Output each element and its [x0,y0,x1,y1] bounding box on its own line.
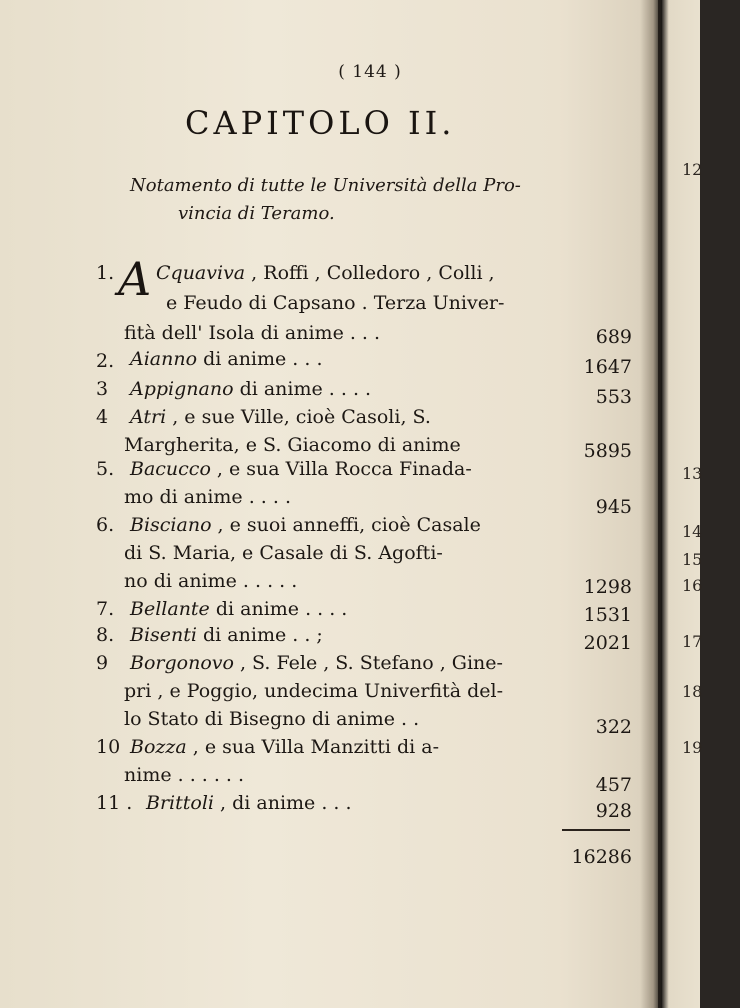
adjacent-page-edge [662,0,703,1008]
population-value: 928 [595,800,632,822]
entry-number: 1. [96,262,115,284]
place-name: Bellante [130,598,210,620]
population-value: 1298 [583,576,632,598]
entry-text: di anime . . . [197,348,323,370]
place-name: Atri [130,406,167,428]
entry-line: nime . . . . . . [124,764,245,786]
population-value: 945 [595,496,632,518]
adjacent-page-number: 13 [682,464,703,483]
population-value: 553 [595,386,632,408]
entry-number: 10 [96,736,121,758]
entry-number: 4 [96,406,109,428]
entry-line [130,624,323,646]
entry-line [146,792,352,814]
adjacent-page-number: 14 [682,522,703,541]
entry-line: di S. Maria, e Casale di S. Agofti- [124,542,443,564]
population-value: 689 [595,326,632,348]
place-name: Cquaviva [156,262,246,284]
entry-text: di anime . . ; [196,624,323,646]
page-number: ( 144 ) [338,62,402,82]
entry-line: lo Stato di Bisegno di anime . . [124,708,420,730]
drop-cap: A [118,252,152,306]
entry-text: , Roffi , Colledoro , Colli , [245,262,495,284]
adjacent-page-number: 18 [682,682,703,701]
entry-number: 5. [96,458,115,480]
entry-number: 3 [96,378,109,400]
entry-number: 11 . [96,792,133,814]
entry-number: 6. [96,514,115,536]
adjacent-page-number: 17 [682,632,703,651]
entry-line [130,514,481,536]
chapter-title: CAPITOLO II. [185,104,456,142]
subtitle-line: Notamento di tutte le Università della Pro- [130,175,521,196]
sum-rule [562,829,630,831]
population-value: 1647 [583,356,632,378]
population-value: 457 [595,774,632,796]
place-name: Bisenti [130,624,197,646]
entry-text: , S. Fele , S. Stefano , Gine- [233,652,503,674]
entry-line [130,652,503,674]
place-name: Bacucco [130,458,211,480]
population-value: 2021 [583,632,632,654]
population-value: 1531 [583,604,632,626]
entry-line: fità dell' Isola di anime . . . [124,322,381,344]
entry-text: di anime . . . . [209,598,348,620]
place-name: Borgonovo [130,652,234,674]
entry-line: Margherita, e S. Giacomo di anime [124,434,461,456]
population-value: 5895 [583,440,632,462]
adjacent-page-number: 15 [682,550,703,569]
entry-text: di anime . . . . [233,378,372,400]
entry-text: , e sue Ville, cioè Casoli, S. [166,406,431,428]
entry-number: 8. [96,624,115,646]
entry-line [130,348,323,370]
entry-line: no di anime . . . . . [124,570,298,592]
entry-line [130,598,347,620]
entry-line: e Feudo di Capsano . Terza Univer- [166,292,505,314]
entry-number: 2. [96,350,115,372]
subtitle-line: vincia di Teramo. [178,203,335,224]
entry-line [130,736,439,758]
adjacent-page-number: 16 [682,576,703,595]
place-name: Bisciano [130,514,212,536]
entry-line [130,378,371,400]
total-value: 16286 [571,846,632,868]
entry-line [156,262,495,284]
entry-text: , e suoi anneffi, cioè Casale [211,514,481,536]
entry-number: 9 [96,652,109,674]
place-name: Brittoli [146,792,214,814]
adjacent-page-number: 19 [682,738,703,757]
place-name: Appignano [130,378,234,400]
entry-line [130,458,472,480]
entry-text: , di anime . . . [213,792,352,814]
place-name: Aianno [130,348,198,370]
entry-line: pri , e Poggio, undecima Univerfità del- [124,680,504,702]
place-name: Bozza [130,736,187,758]
entry-line [130,406,431,428]
entry-text: , e sua Villa Manzitti di a- [186,736,440,758]
adjacent-page-number: 12 [682,160,703,179]
entry-number: 7. [96,598,115,620]
entry-line: mo di anime . . . . [124,486,291,508]
population-value: 322 [595,716,632,738]
entry-text: , e sua Villa Rocca Finada- [210,458,472,480]
